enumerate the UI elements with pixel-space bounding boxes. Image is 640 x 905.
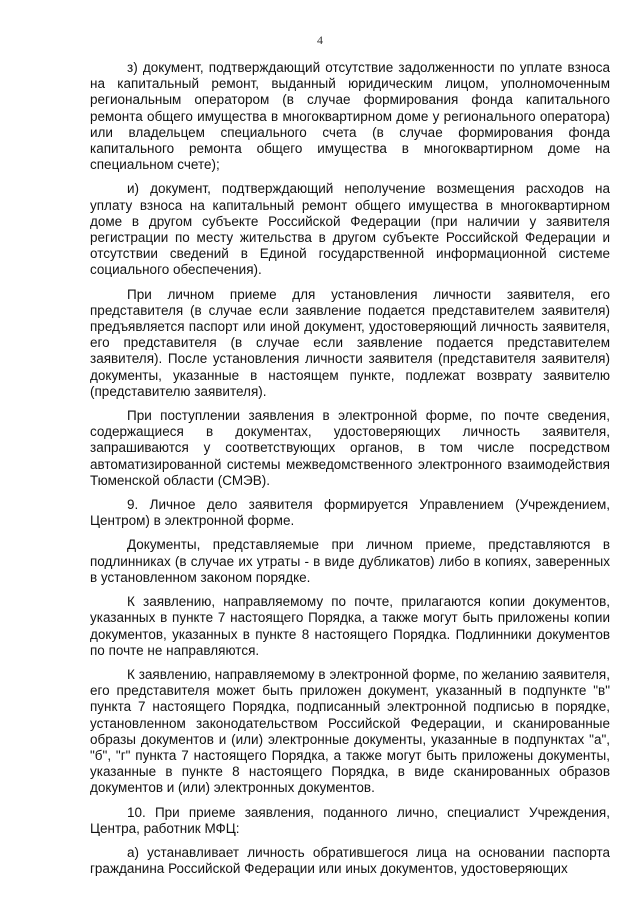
paragraph-10-intake-specialist: 10. При приеме заявления, поданного лично, специалист Учреждения, Центра, работник МФЦ: xyxy=(90,804,610,836)
paragraph-electronic-attachments: К заявлению, направляемому в электронной форме, по желанию заявителя, его представителя может быть приложен документ, указанный в подпункте "в" пункта 7 настоящего Порядка, подписанный электронной подписью в порядке, установленном законодательством Российской Федерации, и сканированные образы документов и (или) электронные документы, указанные в подпунктах "а", "б", "г" пункта 7 настоящего Порядка, а также могут быть приложены документы, указанные в пункте 8 настоящего Порядка, в виде сканированных образов документов и (или) электронных документов. xyxy=(90,666,610,796)
paragraph-personal-reception-identity: При личном приеме для установления личности заявителя, его представителя (в случае если заявление подается представителем заявителя) предъявляется паспорт или иной документ, удостоверяющий личность заявителя, его представителя (в случае если заявление подается представителем заявителя). После установления личности заявителя (представителя заявителя) документы, указанные в настоящем пункте, подлежат возврату заявителю (представителю заявителя). xyxy=(90,286,610,399)
paragraph-a-identity-check: а) устанавливает личность обратившегося лица на основании паспорта гражданина Российской Федерации или иных документов, удостоверяющих xyxy=(90,844,610,877)
paragraph-mail-submission: К заявлению, направляемому по почте, прилагаются копии документов, указанных в пункте 7 настоящего Порядка, а также могут быть приложены копии документов, указанных в пункте 8 настоящего Порядка. Подлинники документов по почте не направляются. xyxy=(90,594,610,658)
paragraph-originals-or-copies: Документы, представляемые при личном приеме, представляются в подлинниках (в случае их утраты - в виде дубликатов) либо в копиях, заверенных в установленном законом порядке. xyxy=(90,537,610,585)
paragraph-9-personal-file: 9. Личное дело заявителя формируется Управлением (Учреждением, Центром) в электронной форме. xyxy=(90,497,610,529)
paragraph-z-capital-repair-debt: з) документ, подтверждающий отсутствие задолженности по уплате взноса на капитальный ремонт, выданный юридическим лицом, уполномоченным региональным оператором (в случае формирования фонда капитального ремонта общего имущества в многоквартирном доме у регионального оператора) или владельцем специального счета (в случае формирования фонда капитального ремонта общего имущества в многоквартирном доме на специальном счете); xyxy=(90,60,610,173)
paragraph-electronic-submission-smev: При поступлении заявления в электронной форме, по почте сведения, содержащиеся в документах, удостоверяющих личность заявителя, запрашиваются у соответствующих органов, в том числе посредством автоматизированной системы межведомственного электронного взаимодействия Тюменской области (СМЭВ). xyxy=(90,408,610,488)
document-body xyxy=(90,60,610,885)
page-number: 4 xyxy=(317,33,323,47)
paragraph-i-no-reimbursement: и) документ, подтверждающий неполучение возмещения расходов на уплату взноса на капитальный ремонт общего имущества в многоквартирном доме в другом субъекте Российской Федерации (при наличии у заявителя регистрации по месту жительства в другом субъекте Российской Федерации и отсутствии сведений в Единой государственной информационной системе социального обеспечения). xyxy=(90,181,610,278)
